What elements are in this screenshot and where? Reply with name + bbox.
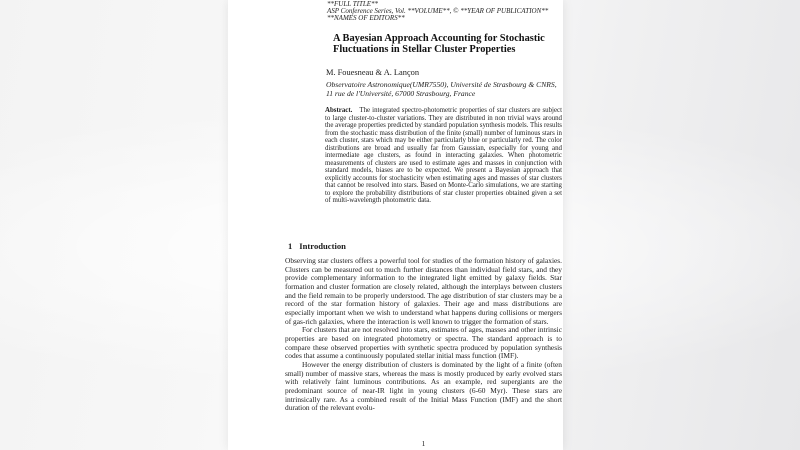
body-text — [285, 257, 562, 450]
paper-authors: M. Fouesneau & A. Lançon — [326, 68, 420, 77]
running-header-line3: **NAMES OF EDITORS** — [327, 14, 405, 23]
section-title: Introduction — [299, 241, 346, 251]
running-header — [327, 1, 548, 23]
paper-affiliation: Observatoire Astronomique(UMR7550), Université de Strasbourg & CNRS, 11 rue de l'Université, 67000 Strasbourg, France — [326, 80, 557, 98]
running-header-line1: **FULL TITLE** — [327, 0, 379, 8]
abstract-label: Abstract. — [325, 107, 353, 114]
page-number: 1 — [421, 439, 426, 448]
section-number: 1 — [288, 241, 293, 251]
section-heading-introduction — [288, 241, 346, 251]
paper-page — [228, 0, 563, 450]
body-paragraph-1: Observing star clusters offers a powerful tool for studies of the formation history of galaxies. Clusters can be measured out to much further distances than individual field stars, and they provide complementary information to the integrated light emitted by galaxy fields. Star formation and cluster formation are closely related, although the interplays between clusters and the field remain to be properly understood. The age distribution of star clusters may be a record of the star formation history of galaxies. Their age and mass distributions are especially important when we wish to understand what happens during collisions or mergers of gas-rich galaxies, where the interaction is well known to trigger the formation of stars. — [285, 257, 562, 326]
running-header-line2: ASP Conference Series, Vol. **VOLUME**, © **YEAR OF PUBLICATION** — [327, 7, 549, 16]
paper-title: A Bayesian Approach Accounting for Stochastic Fluctuations in Stellar Cluster Properties — [333, 33, 545, 56]
abstract-block — [325, 107, 562, 205]
body-paragraph-2: For clusters that are not resolved into stars, estimates of ages, masses and other intrinsic properties are based on integrated photometry or spectra. The standard approach is to compare these observed properties with synthetic spectra produced by population synthesis codes that assume a continuously populated stellar initial mass function (IMF). — [285, 325, 562, 361]
abstract-text: The integrated spectro-photometric properties of star clusters are subject to large cluster-to-cluster variations. They are distributed in non trivial ways around the average properties predicted by standard population synthesis models. This results from the stochastic mass distribution of the finite (small) number of luminous stars in each cluster, stars which may be either particularly blue or particularly red. The color distributions are broad and usually far from Gaussian, especially for young and intermediate age clusters, as found in interacting galaxies. When photometric measurements of clusters are used to estimate ages and masses in conjunction with standard models, biases are to be expected. We present a Bayesian approach that explicitly accounts for stochasticity when estimating ages and masses of star clusters that cannot be resolved into stars. Based on Monte-Carlo simulations, we are starting to explore the probability distributions of star cluster properties obtained given a set of multi-wavelength photometric data. — [325, 107, 562, 204]
body-paragraph-3: However the energy distribution of clusters is dominated by the light of a finite (often small) number of massive stars, whereas the mass is mostly produced by early evolved stars with relatively faint luminous contributions. As an example, red supergiants are the predominant source of near-IR light in young clusters (6-60 Myr). These stars are intrinsically rare. As a combined result of the Initial Mass Function (IMF) and the short duration of the relevant evolu- — [285, 359, 562, 413]
